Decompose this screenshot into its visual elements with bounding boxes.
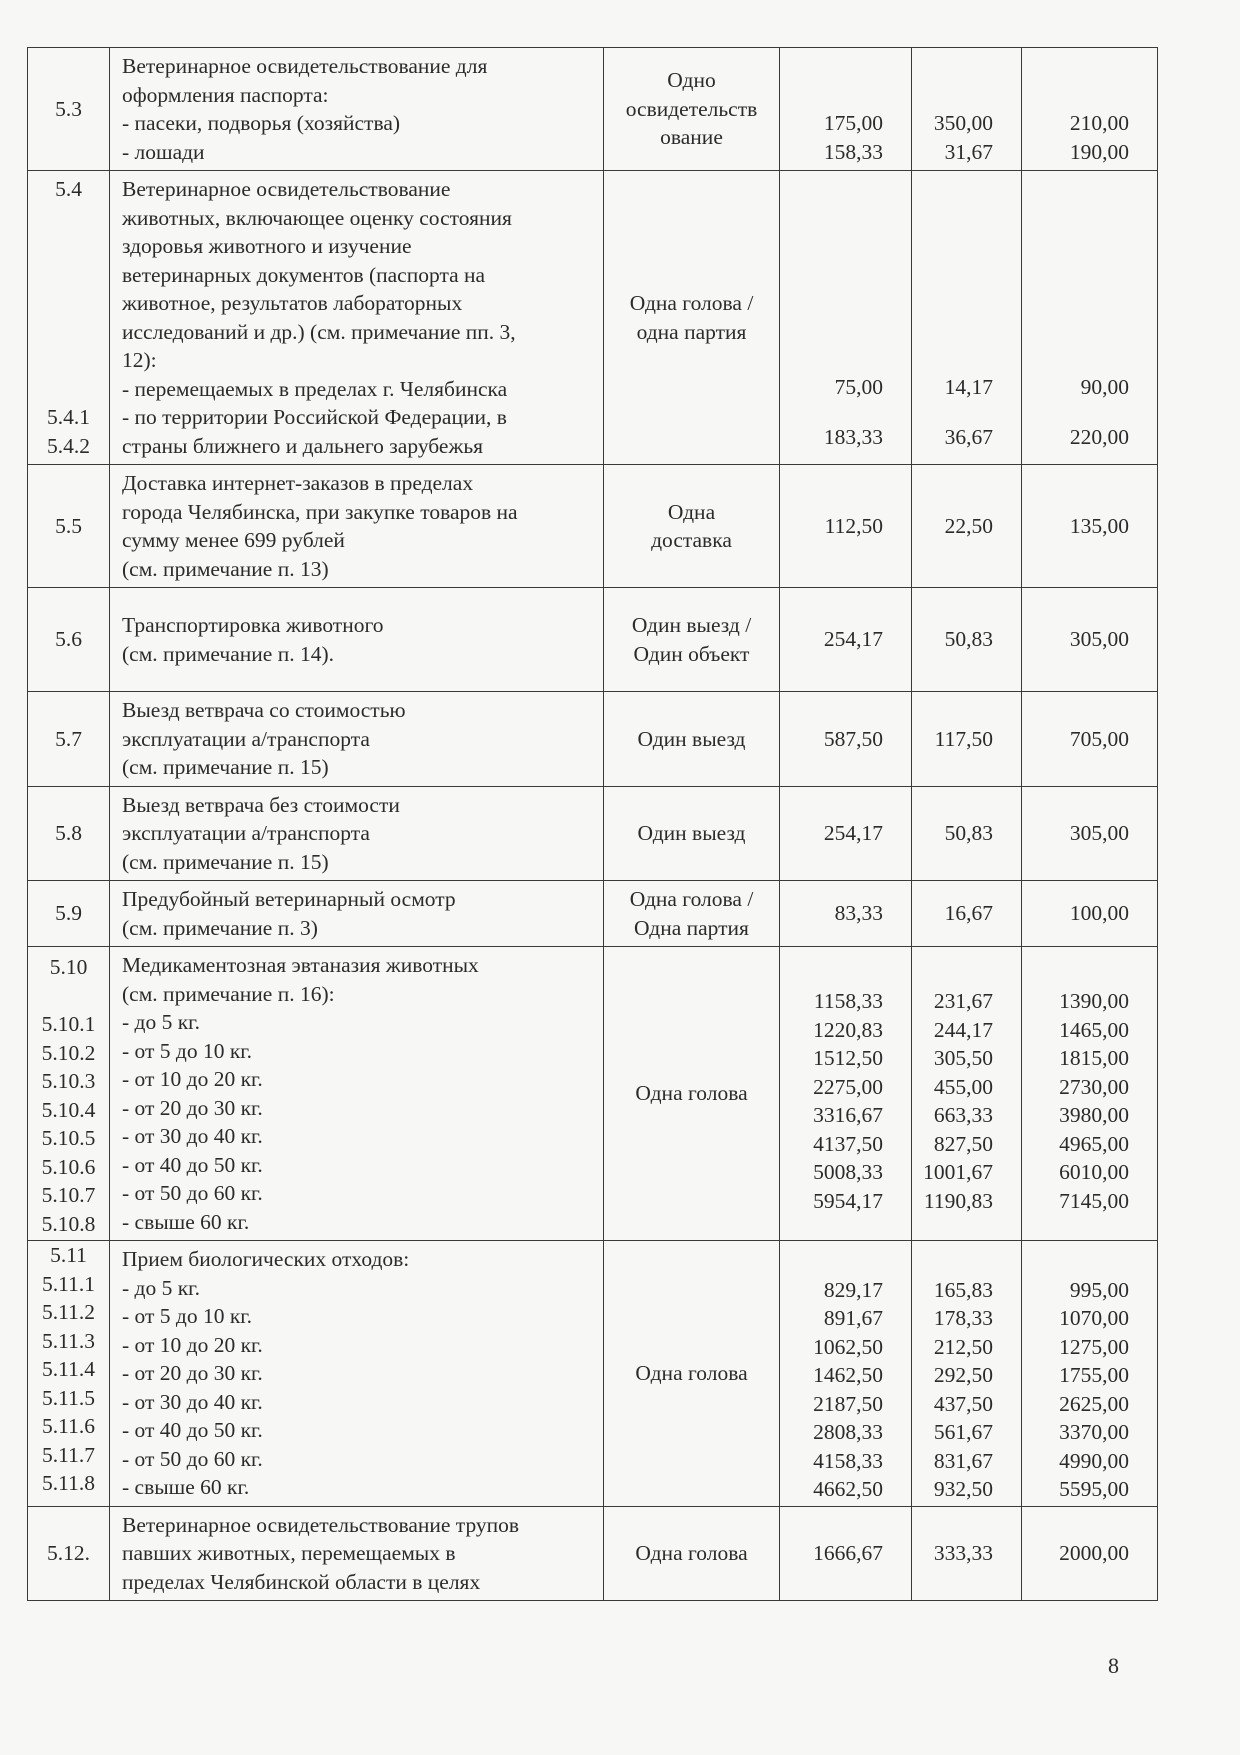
service-description-line: эксплуатации а/транспорта: [122, 726, 370, 751]
price-with-vat-line: 2000,00: [1059, 1541, 1129, 1565]
price-with-vat: [1022, 881, 1158, 947]
price-with-vat-line: 90,00: [1080, 375, 1129, 399]
vat-amount-line: 31,67: [944, 139, 993, 164]
price-without-vat: [780, 171, 912, 465]
unit-of-measure: [604, 692, 780, 787]
price-with-vat-line: 1465,00: [1059, 1017, 1129, 1042]
service-description: [110, 786, 604, 881]
item-number-line: 5.10.5: [41, 1126, 96, 1150]
price-without-vat: [780, 1506, 912, 1601]
item-number-line: [28, 318, 109, 347]
vat-amount-line: 231,67: [933, 989, 993, 1013]
table-row: [28, 588, 1158, 692]
unit-of-measure-line: одна партия: [636, 319, 747, 344]
item-number-line: 5.10.8: [41, 1211, 96, 1236]
price-with-vat-line: 4990,00: [1059, 1448, 1129, 1473]
unit-of-measure: [604, 171, 780, 465]
service-description-line: - от 5 до 10 кг.: [122, 1038, 253, 1063]
vat-amount: [912, 786, 1022, 881]
vat-amount-line: 827,50: [933, 1131, 993, 1156]
vat-amount: [912, 881, 1022, 947]
service-description-line: - от 30 до 40 кг.: [122, 1389, 263, 1414]
vat-amount: [912, 48, 1022, 171]
unit-of-measure: [604, 881, 780, 947]
table-row: [28, 465, 1158, 588]
price-without-vat-line: 158,33: [823, 139, 883, 164]
service-description-line: животных, включающее оценку состояния: [122, 205, 512, 230]
item-number-line: 5.10.3: [41, 1069, 96, 1093]
item-number: [28, 48, 110, 171]
item-number: [28, 1506, 110, 1601]
vat-amount-line: 932,50: [933, 1477, 993, 1501]
price-without-vat: [780, 692, 912, 787]
item-number-line: 5.10: [49, 955, 88, 979]
price-without-vat-line: 254,17: [823, 627, 883, 652]
table-row: [28, 171, 1158, 465]
item-number-line: 5.4: [55, 177, 82, 201]
price-without-vat: [780, 947, 912, 1241]
service-description-line: животное, результатов лабораторных: [122, 291, 463, 315]
item-number-line: 5.12.: [47, 1541, 90, 1565]
item-number-line: 5.10.2: [41, 1040, 96, 1065]
price-without-vat: [780, 48, 912, 171]
unit-of-measure: [604, 1241, 780, 1507]
price-with-vat: [1022, 1506, 1158, 1601]
unit-of-measure: [604, 786, 780, 881]
service-description-line: павших животных, перемещаемых в: [122, 1541, 456, 1565]
price-with-vat: [1022, 588, 1158, 692]
vat-amount-line: 561,67: [933, 1420, 993, 1444]
unit-of-measure-line: Одна голова: [635, 1081, 748, 1106]
price-without-vat-line: 175,00: [823, 111, 883, 135]
item-number-line: 5.8: [55, 821, 82, 845]
item-number-line: 5.4.2: [47, 433, 90, 458]
price-without-vat-line: 83,33: [834, 901, 883, 926]
price-without-vat-line: 829,17: [823, 1277, 883, 1302]
price-table: [27, 47, 1158, 1601]
vat-amount-line: 178,33: [933, 1306, 993, 1330]
item-number-line: 5.11.2: [42, 1300, 95, 1324]
service-description-line: Предубойный ветеринарный осмотр: [122, 887, 456, 911]
unit-of-measure-line: Одна голова: [635, 1541, 748, 1565]
price-without-vat-line: 587,50: [823, 726, 883, 751]
service-description-line: (см. примечание п. 14).: [122, 641, 335, 666]
price-without-vat-line: 5008,33: [813, 1160, 883, 1184]
item-number-line: 5.11.4: [42, 1357, 95, 1381]
vat-amount: [912, 947, 1022, 1241]
unit-of-measure-line: освидетельств: [625, 96, 758, 121]
price-with-vat: [1022, 48, 1158, 171]
service-description: [110, 947, 604, 1241]
price-without-vat: [780, 786, 912, 881]
service-description-line: - по территории Российской Федерации, в: [122, 405, 507, 429]
unit-of-measure-line: Одно: [667, 68, 716, 93]
table-row: [28, 1241, 1158, 1507]
item-number-line: 5.11: [50, 1243, 87, 1267]
service-description-line: ветеринарных документов (паспорта на: [122, 262, 486, 287]
vat-amount-line: 1001,67: [923, 1160, 993, 1184]
service-description: [110, 881, 604, 947]
service-description-line: Доставка интернет-заказов в пределах: [122, 471, 474, 495]
price-without-vat-line: 183,33: [823, 425, 883, 449]
vat-amount-line: 305,50: [933, 1046, 993, 1070]
table-row: [28, 881, 1158, 947]
item-number-line: [28, 289, 109, 318]
price-without-vat-line: 1220,83: [813, 1017, 883, 1042]
service-description-line: - перемещаемых в пределах г. Челябинска: [122, 376, 508, 401]
price-with-vat-line: 6010,00: [1059, 1160, 1129, 1184]
item-number-line: 5.10.4: [41, 1097, 96, 1122]
unit-of-measure-line: Одна партия: [634, 915, 749, 940]
unit-of-measure-line: Один выезд: [637, 821, 746, 845]
item-number: [28, 692, 110, 787]
service-description-line: - до 5 кг.: [122, 1010, 200, 1034]
item-number: [28, 588, 110, 692]
vat-amount: [912, 1241, 1022, 1507]
item-number-line: 5.3: [55, 96, 82, 121]
item-number-line: [28, 232, 109, 261]
vat-amount: [912, 588, 1022, 692]
unit-of-measure-line: Один выезд /: [631, 613, 752, 637]
unit-of-measure: [604, 465, 780, 588]
service-description-line: - лошади: [122, 139, 205, 164]
unit-of-measure: [604, 947, 780, 1241]
service-description-line: - от 20 до 30 кг.: [122, 1095, 263, 1120]
price-with-vat-line: 1390,00: [1059, 989, 1129, 1013]
price-without-vat-line: 4158,33: [813, 1448, 883, 1473]
service-description-line: - от 10 до 20 кг.: [122, 1067, 263, 1091]
item-number-line: [28, 261, 109, 290]
item-number-line: [28, 375, 109, 404]
item-number: [28, 881, 110, 947]
item-number-line: [28, 982, 109, 1011]
vat-amount-line: 437,50: [933, 1391, 993, 1416]
price-with-vat-line: 305,00: [1069, 627, 1129, 652]
item-number-line: [28, 123, 109, 152]
item-number-line: 5.10.6: [41, 1154, 96, 1179]
price-with-vat: [1022, 171, 1158, 465]
item-number-line: 5.11.7: [42, 1442, 95, 1467]
service-description-line: - пасеки, подворья (хозяйства): [122, 111, 401, 135]
price-without-vat-line: 2187,50: [813, 1391, 883, 1416]
service-description-line: - свыше 60 кг.: [122, 1475, 250, 1499]
price-with-vat-line: 1755,00: [1059, 1363, 1129, 1387]
price-with-vat-line: 135,00: [1069, 513, 1129, 538]
unit-of-measure: [604, 588, 780, 692]
vat-amount-line: 212,50: [933, 1334, 993, 1359]
service-description-line: - от 20 до 30 кг.: [122, 1361, 263, 1385]
vat-amount-line: 50,83: [944, 821, 993, 845]
price-without-vat-line: 5954,17: [813, 1188, 883, 1213]
item-number: [28, 465, 110, 588]
price-with-vat-line: 705,00: [1069, 726, 1129, 751]
item-number-line: 5.10.7: [41, 1183, 96, 1207]
item-number-line: 5.5: [55, 513, 82, 538]
vat-amount: [912, 465, 1022, 588]
price-with-vat-line: 1070,00: [1059, 1306, 1129, 1330]
service-description-line: пределах Челябинской области в целях: [122, 1569, 481, 1594]
price-with-vat-line: 190,00: [1069, 139, 1129, 164]
service-description: [110, 692, 604, 787]
price-with-vat-line: 210,00: [1069, 111, 1129, 135]
item-number: [28, 1241, 110, 1507]
price-without-vat-line: 4137,50: [813, 1131, 883, 1156]
service-description-line: (см. примечание п. 3): [122, 915, 318, 940]
price-without-vat-line: 1462,50: [813, 1363, 883, 1387]
vat-amount-line: 455,00: [933, 1074, 993, 1099]
service-description-line: сумму менее 699 рублей: [122, 528, 345, 552]
item-number-line: 5.4.1: [47, 405, 90, 429]
price-with-vat: [1022, 1241, 1158, 1507]
service-description-line: здоровья животного и изучение: [122, 234, 412, 258]
item-number: [28, 786, 110, 881]
price-with-vat: [1022, 786, 1158, 881]
service-description-line: Выезд ветврача без стоимости: [122, 792, 400, 817]
price-with-vat-line: 4965,00: [1059, 1131, 1129, 1156]
item-number-line: 5.11.6: [42, 1414, 95, 1438]
price-with-vat-line: 1275,00: [1059, 1334, 1129, 1359]
item-number: [28, 947, 110, 1241]
service-description-line: - до 5 кг.: [122, 1275, 200, 1300]
item-number-line: [28, 66, 109, 95]
service-description-line: Выезд ветврача со стоимостью: [122, 698, 406, 722]
vat-amount-line: 831,67: [933, 1448, 993, 1473]
service-description: [110, 48, 604, 171]
price-with-vat-line: 100,00: [1069, 901, 1129, 926]
service-description-line: Ветеринарное освидетельствование трупов: [122, 1512, 520, 1537]
price-with-vat-line: 5595,00: [1059, 1477, 1129, 1501]
item-number-line: 5.11.5: [42, 1385, 95, 1410]
price-with-vat-line: 3370,00: [1059, 1420, 1129, 1444]
vat-amount-line: 333,33: [933, 1541, 993, 1565]
vat-amount-line: 1190,83: [923, 1188, 993, 1213]
table-row: [28, 48, 1158, 171]
unit-of-measure-line: Один объект: [633, 641, 750, 666]
unit-of-measure-line: Один выезд: [637, 726, 746, 751]
unit-of-measure-line: доставка: [651, 528, 732, 552]
service-description-line: (см. примечание п. 15): [122, 755, 329, 779]
price-without-vat-line: 1666,67: [813, 1541, 883, 1565]
service-description: [110, 588, 604, 692]
price-without-vat-line: 112,50: [824, 513, 883, 538]
vat-amount-line: 165,83: [933, 1277, 993, 1302]
service-description-line: - от 50 до 60 кг.: [122, 1446, 263, 1471]
service-description-line: (см. примечание п. 13): [122, 556, 329, 581]
item-number-line: 5.6: [55, 627, 82, 652]
service-description-line: - свыше 60 кг.: [122, 1209, 250, 1234]
service-description-line: - от 5 до 10 кг.: [122, 1304, 253, 1328]
price-without-vat-line: 2275,00: [813, 1074, 883, 1099]
price-without-vat: [780, 465, 912, 588]
unit-of-measure-line: Одна: [667, 499, 716, 524]
item-number-line: 5.11.8: [42, 1471, 95, 1495]
vat-amount-line: 350,00: [933, 111, 993, 135]
vat-amount: [912, 171, 1022, 465]
price-with-vat-line: 3980,00: [1059, 1103, 1129, 1127]
table-row: [28, 947, 1158, 1241]
service-description-line: Прием биологических отходов:: [122, 1247, 410, 1271]
service-description-line: - от 40 до 50 кг.: [122, 1418, 263, 1442]
price-without-vat-line: 4662,50: [813, 1477, 883, 1501]
service-description-line: Ветеринарное освидетельствование для: [122, 54, 488, 78]
price-without-vat: [780, 1241, 912, 1507]
vat-amount-line: 50,83: [944, 627, 993, 652]
service-description-line: (см. примечание п. 16):: [122, 981, 335, 1006]
price-without-vat: [780, 881, 912, 947]
vat-amount-line: 244,17: [933, 1017, 993, 1042]
unit-of-measure-line: Одна голова /: [629, 887, 754, 911]
item-number-line: 5.11.3: [42, 1328, 95, 1353]
service-description-line: страны ближнего и дальнего зарубежья: [122, 433, 484, 458]
vat-amount-line: 14,17: [944, 375, 993, 399]
service-description: [110, 1506, 604, 1601]
price-with-vat-line: 995,00: [1069, 1277, 1129, 1302]
page-number: 8: [1108, 1653, 1119, 1678]
price-with-vat-line: 220,00: [1069, 425, 1129, 449]
unit-of-measure: [604, 1506, 780, 1601]
vat-amount: [912, 692, 1022, 787]
price-with-vat-line: 2730,00: [1059, 1074, 1129, 1099]
vat-amount: [912, 1506, 1022, 1601]
service-description: [110, 1241, 604, 1507]
service-description-line: (см. примечание п. 15): [122, 849, 329, 874]
vat-amount-line: 36,67: [944, 425, 993, 449]
item-number-line: [28, 346, 109, 375]
unit-of-measure-line: Одна голова /: [629, 291, 754, 315]
service-description: [110, 171, 604, 465]
price-without-vat-line: 2808,33: [813, 1420, 883, 1444]
price-without-vat-line: 1062,50: [813, 1334, 883, 1359]
price-with-vat-line: 7145,00: [1059, 1188, 1129, 1213]
unit-of-measure-line: Одна голова: [635, 1361, 748, 1385]
table-row: [28, 1506, 1158, 1601]
item-number-line: 5.9: [55, 901, 82, 926]
price-with-vat: [1022, 692, 1158, 787]
vat-amount-line: 22,50: [944, 513, 993, 538]
item-number-line: 5.11.1: [42, 1271, 95, 1296]
item-number-line: 5.7: [55, 726, 82, 751]
price-without-vat-line: 75,00: [834, 375, 883, 399]
service-description-line: - от 10 до 20 кг.: [122, 1332, 263, 1357]
price-without-vat-line: 891,67: [823, 1306, 883, 1330]
price-without-vat: [780, 588, 912, 692]
service-description-line: - от 40 до 50 кг.: [122, 1152, 263, 1177]
service-description: [110, 465, 604, 588]
service-description-line: - от 30 до 40 кг.: [122, 1124, 263, 1148]
price-with-vat-line: 305,00: [1069, 821, 1129, 845]
price-table-body: [28, 48, 1158, 1601]
price-with-vat: [1022, 465, 1158, 588]
service-description-line: исследований и др.) (см. примечание пп. 3,: [122, 319, 516, 344]
item-number-line: 5.10.1: [41, 1012, 96, 1036]
item-number: [28, 171, 110, 465]
unit-of-measure-line: ование: [660, 125, 723, 150]
service-description-line: оформления паспорта:: [122, 82, 329, 107]
price-without-vat-line: 1158,33: [813, 989, 883, 1013]
table-row: [28, 786, 1158, 881]
service-description-line: Медикаментозная эвтаназия животных: [122, 953, 479, 977]
table-row: [28, 692, 1158, 787]
vat-amount-line: 16,67: [944, 901, 993, 926]
vat-amount-line: 663,33: [933, 1103, 993, 1127]
vat-amount-line: 292,50: [933, 1363, 993, 1387]
service-description-line: Ветеринарное освидетельствование: [122, 177, 451, 201]
price-with-vat: [1022, 947, 1158, 1241]
service-description-line: города Челябинска, при закупке товаров на: [122, 499, 518, 524]
price-without-vat-line: 1512,50: [813, 1046, 883, 1070]
item-number-line: [28, 204, 109, 233]
service-description-line: - от 50 до 60 кг.: [122, 1181, 263, 1205]
vat-amount-line: 117,50: [934, 726, 993, 751]
service-description-line: 12):: [122, 348, 157, 372]
price-with-vat-line: 2625,00: [1059, 1391, 1129, 1416]
price-without-vat-line: 254,17: [823, 821, 883, 845]
price-without-vat-line: 3316,67: [813, 1103, 883, 1127]
service-description-line: Транспортировка животного: [122, 613, 384, 637]
price-with-vat-line: 1815,00: [1059, 1046, 1129, 1070]
unit-of-measure: [604, 48, 780, 171]
service-description-line: эксплуатации а/транспорта: [122, 821, 370, 845]
